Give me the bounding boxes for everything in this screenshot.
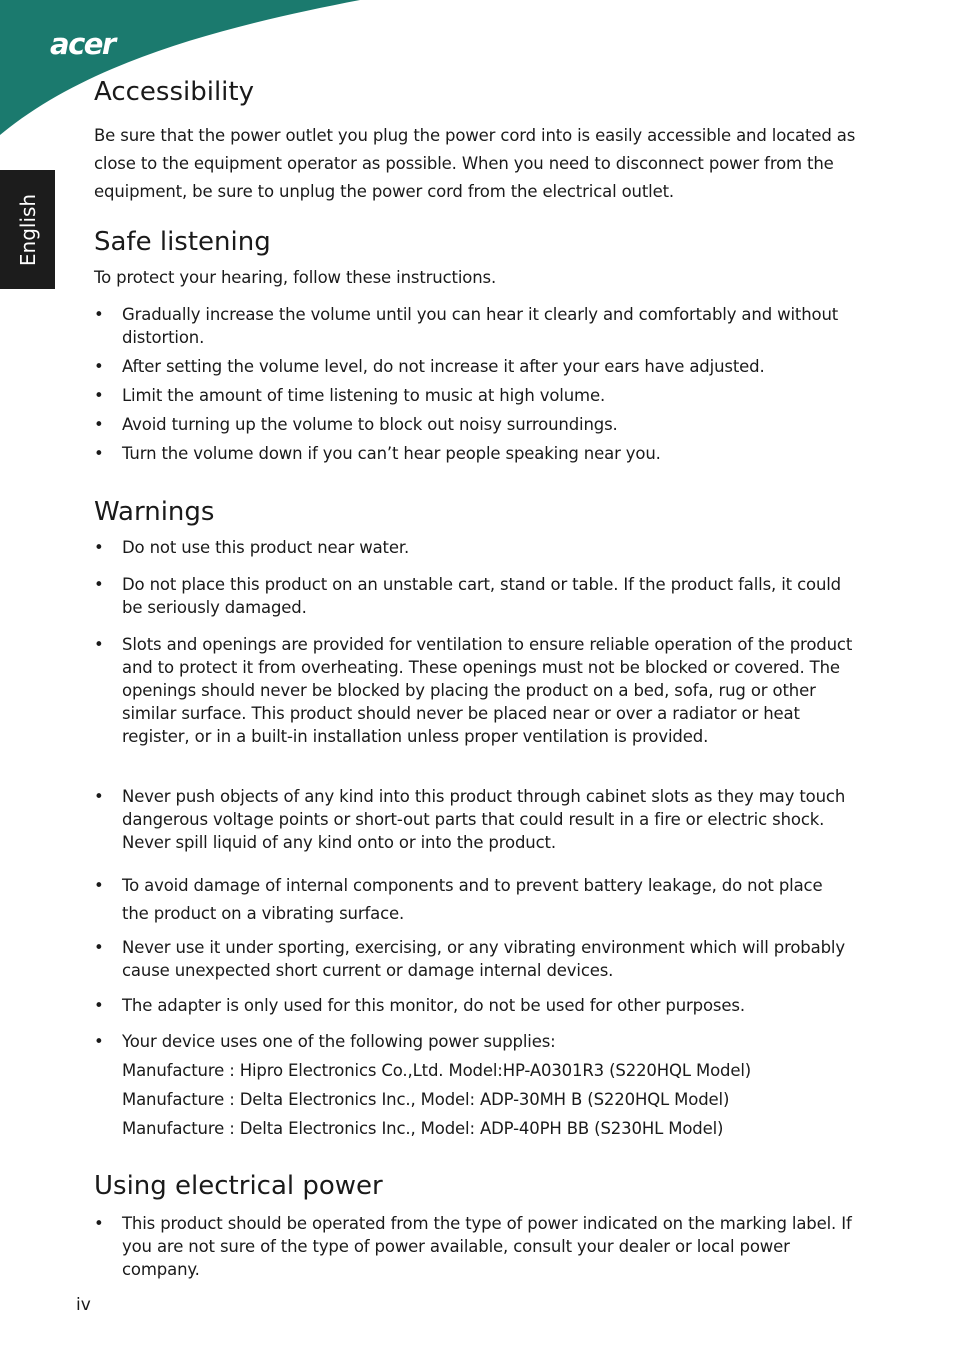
acer-logo: acer <box>50 27 115 61</box>
list-item: • Your device uses one of the following power supplies: <box>94 1032 556 1051</box>
list-item: • To avoid damage of internal components and to prevent battery leakage, do not place the product on a vibrating surface. <box>94 876 823 923</box>
accessibility-heading: Accessibility <box>94 77 254 107</box>
corner-swoosh-decoration <box>0 0 380 140</box>
list-item: • Avoid turning up the volume to block out noisy surroundings. <box>94 415 618 434</box>
list-item: • Limit the amount of time listening to music at high volume. <box>94 386 606 405</box>
list-item: • Do not use this product near water. <box>94 538 410 557</box>
list-item: • After setting the volume level, do not increase it after your ears have adjusted. <box>94 357 765 376</box>
safe-listening-intro: To protect your hearing, follow these instructions. <box>94 268 497 287</box>
list-item: • Slots and openings are provided for ventilation to ensure reliable operation of the product and to protect it from overheating. These openings must not be blocked or covered. The openings should never be blocked by placing the product on a bed, sofa, rug or other similar surface. This product should never be placed near or over a radiator or heat register, or in a built-in installation unless proper ventilation is provided. <box>94 635 853 746</box>
power-supply-line: Manufacture : Delta Electronics Inc., Model: ADP-30MH B (S220HQL Model) <box>122 1090 730 1109</box>
safe-listening-heading: Safe listening <box>94 227 271 257</box>
list-item: • The adapter is only used for this monitor, do not be used for other purposes. <box>94 996 745 1015</box>
language-side-tab <box>0 170 55 289</box>
list-item: • Gradually increase the volume until you can hear it clearly and comfortably and without distortion. <box>94 305 839 347</box>
page-number: iv <box>76 1295 91 1315</box>
list-item: • Never use it under sporting, exercising, or any vibrating environment which will probably cause unexpected short current or damage internal devices. <box>94 938 845 980</box>
electrical-power-heading: Using electrical power <box>94 1171 383 1201</box>
accessibility-body: Be sure that the power outlet you plug the power cord into is easily accessible and located as close to the equipment operator as possible. When you need to disconnect power from the equipment, be sure to unplug the power cord from the electrical outlet. <box>94 126 856 201</box>
warnings-heading: Warnings <box>94 497 215 527</box>
power-supply-line: Manufacture : Delta Electronics Inc., Model: ADP-40PH BB (S230HL Model) <box>122 1119 724 1138</box>
language-label: English <box>16 193 40 267</box>
list-item: • Turn the volume down if you can’t hear people speaking near you. <box>94 444 661 463</box>
power-supply-line: Manufacture : Hipro Electronics Co.,Ltd. Model:HP-A0301R3 (S220HQL Model) <box>122 1061 752 1080</box>
list-item: • Do not place this product on an unstable cart, stand or table. If the product falls, it could be seriously damaged. <box>94 575 842 617</box>
list-item: • Never push objects of any kind into this product through cabinet slots as they may touch dangerous voltage points or short-out parts that could result in a fire or electric shock. Never spill liquid of any kind onto or into the product. <box>94 787 846 852</box>
list-item: • This product should be operated from the type of power indicated on the marking label. If you are not sure of the type of power available, consult your dealer or local power company. <box>94 1214 852 1279</box>
